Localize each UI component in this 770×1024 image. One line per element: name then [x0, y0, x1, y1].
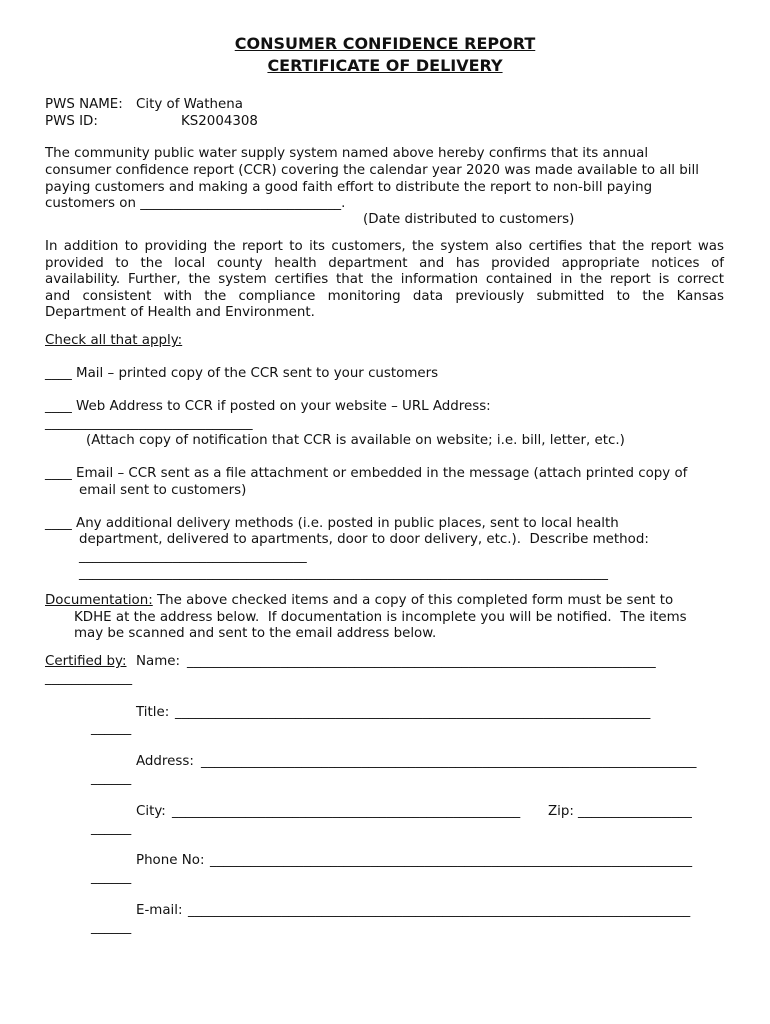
- documentation-text: The above checked items and a copy of this completed form must be sent to: [152, 593, 674, 608]
- title-field[interactable]: _______________________________________________________________________: [175, 705, 651, 720]
- certify-line: In addition to providing the report to its customers, the system also certifies that the report was: [45, 239, 724, 254]
- web-note: (Attach copy of notification that CCR is available on website; i.e. bill, letter, etc.): [86, 433, 625, 448]
- address-label: Address:: [136, 754, 194, 769]
- other-methods-continued: department, delivered to apartments, door to door delivery, etc.). Describe method:: [79, 532, 649, 547]
- pws-id-value: KS2004308: [181, 114, 258, 129]
- address-field-continued[interactable]: ______: [91, 771, 132, 786]
- pws-name-value: City of Wathena: [136, 97, 243, 112]
- distribution-date-field[interactable]: customers on ______________________________.: [45, 196, 346, 211]
- intro-line: The community public water supply system named above hereby confirms that its annual: [45, 146, 649, 161]
- zip-label: Zip:: [548, 804, 574, 819]
- report-title: CONSUMER CONFIDENCE REPORT: [234, 34, 536, 53]
- city-label: City:: [136, 804, 166, 819]
- describe-method-field[interactable]: __________________________________: [79, 549, 307, 564]
- email-option-continued: email sent to customers): [79, 483, 247, 498]
- phone-field[interactable]: ________________________________________________________________________: [210, 853, 693, 868]
- date-note: (Date distributed to customers): [363, 212, 575, 227]
- intro-line: paying customers and making a good faith effort to distribute the report to non-bill paying: [45, 180, 653, 195]
- email-field[interactable]: ___________________________________________________________________________: [188, 903, 691, 918]
- describe-method-field[interactable]: _______________________________________________________________________________: [79, 566, 608, 581]
- checklist-heading: Check all that apply:: [45, 333, 183, 348]
- phone-label: Phone No:: [136, 853, 205, 868]
- documentation-line: KDHE at the address below. If documentation is incomplete you will be notified. The items: [74, 610, 687, 625]
- intro-line: consumer confidence report (CCR) covering the calendar year 2020 was made available to all bill: [45, 163, 699, 178]
- certify-line: availability. Further, the system certifies that the information contained in the report is correct: [45, 272, 724, 287]
- name-field-continued[interactable]: _____________: [45, 671, 133, 686]
- name-field[interactable]: ______________________________________________________________________: [187, 654, 656, 669]
- pws-name-label: PWS NAME:: [45, 97, 123, 112]
- other-methods-option[interactable]: ____ Any additional delivery methods (i.e. posted in public places, sent to local health: [45, 516, 619, 531]
- city-field-continued[interactable]: ______: [91, 821, 132, 836]
- web-option[interactable]: ____ Web Address to CCR if posted on your website – URL Address:: [45, 399, 491, 414]
- zip-field[interactable]: _________________: [578, 804, 692, 819]
- certified-by-label: Certified by:: [45, 654, 127, 669]
- pws-id-label: PWS ID:: [45, 114, 98, 129]
- email-field-continued[interactable]: ______: [91, 920, 132, 935]
- title-label: Title:: [136, 705, 170, 720]
- address-field[interactable]: __________________________________________________________________________: [201, 754, 697, 769]
- url-address-field[interactable]: _______________________________: [45, 416, 253, 431]
- email-label: E-mail:: [136, 903, 183, 918]
- certify-line: Department of Health and Environment.: [45, 305, 315, 320]
- certify-line: and consistent with the compliance monitoring data previously submitted to the Kansas: [45, 289, 724, 304]
- documentation-line: may be scanned and sent to the email address below.: [74, 626, 437, 641]
- name-label: Name:: [136, 654, 181, 669]
- certify-line: provided to the local county health department and has provided appropriate notices of: [45, 256, 724, 271]
- documentation-paragraph: [45, 593, 673, 610]
- city-field[interactable]: ____________________________________________________: [172, 804, 521, 819]
- email-option[interactable]: ____ Email – CCR sent as a file attachment or embedded in the message (attach printed copy of: [45, 466, 688, 481]
- documentation-label: Documentation:: [45, 593, 153, 608]
- title-field-continued[interactable]: ______: [91, 721, 132, 736]
- mail-option[interactable]: ____ Mail – printed copy of the CCR sent to your customers: [45, 366, 439, 381]
- phone-field-continued[interactable]: ______: [91, 870, 132, 885]
- certificate-title: CERTIFICATE OF DELIVERY: [267, 56, 503, 75]
